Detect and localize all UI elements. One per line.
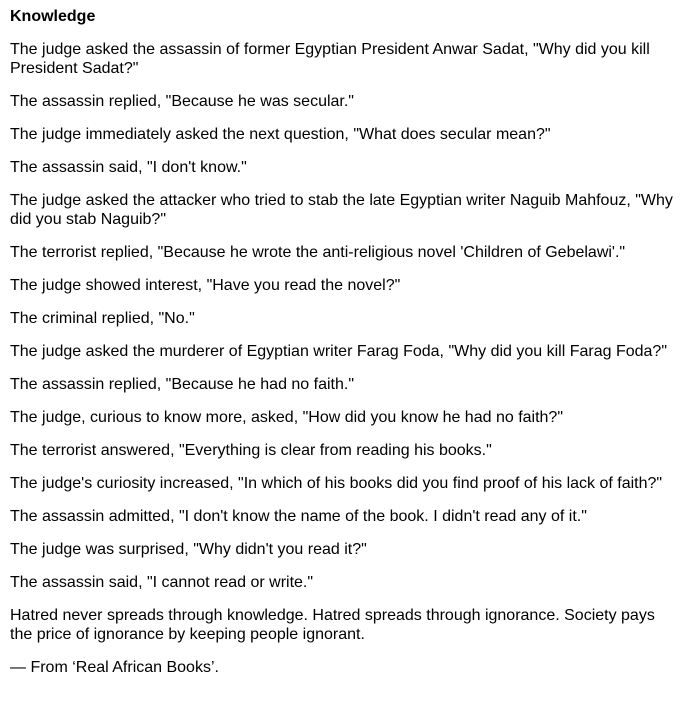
paragraph: The judge immediately asked the next question, "What does secular mean?": [10, 126, 551, 143]
paragraph: The judge was surprised, "Why didn't you read it?": [10, 541, 367, 558]
paragraph: The judge asked the assassin of former Egyptian President Anwar Sadat, "Why did you kill President Sadat?": [10, 41, 650, 77]
paragraph: The criminal replied, "No.": [10, 310, 195, 327]
paragraph: The judge showed interest, "Have you read the novel?": [10, 277, 401, 294]
paragraph: The judge asked the attacker who tried to stab the late Egyptian writer Naguib Mahfouz, "Why did you stab Naguib?": [10, 192, 673, 228]
paragraph: The judge's curiosity increased, "In which of his books did you find proof of his lack of faith?": [10, 475, 663, 492]
paragraph: The judge, curious to know more, asked, "How did you know he had no faith?": [10, 409, 564, 426]
paragraph: The assassin replied, "Because he was secular.": [10, 93, 354, 110]
document-title: Knowledge: [10, 8, 96, 25]
paragraph: The judge asked the murderer of Egyptian writer Farag Foda, "Why did you kill Farag Foda?": [10, 343, 668, 360]
paragraph: The terrorist answered, "Everything is clear from reading his books.": [10, 442, 492, 459]
paragraph: The terrorist replied, "Because he wrote the anti-religious novel 'Children of Gebelawi'.": [10, 244, 626, 261]
closing-paragraph: Hatred never spreads through knowledge. Hatred spreads through ignorance. Society pays the price of ignorance by keeping people ignorant.: [10, 607, 655, 643]
paragraph: The assassin said, "I don't know.": [10, 159, 247, 176]
paragraph: The assassin replied, "Because he had no faith.": [10, 376, 355, 393]
source-attribution: — From ‘Real African Books’.: [10, 659, 219, 676]
paragraph: The assassin admitted, "I don't know the name of the book. I didn't read any of it.": [10, 508, 587, 525]
paragraph: The assassin said, "I cannot read or write.": [10, 574, 314, 591]
